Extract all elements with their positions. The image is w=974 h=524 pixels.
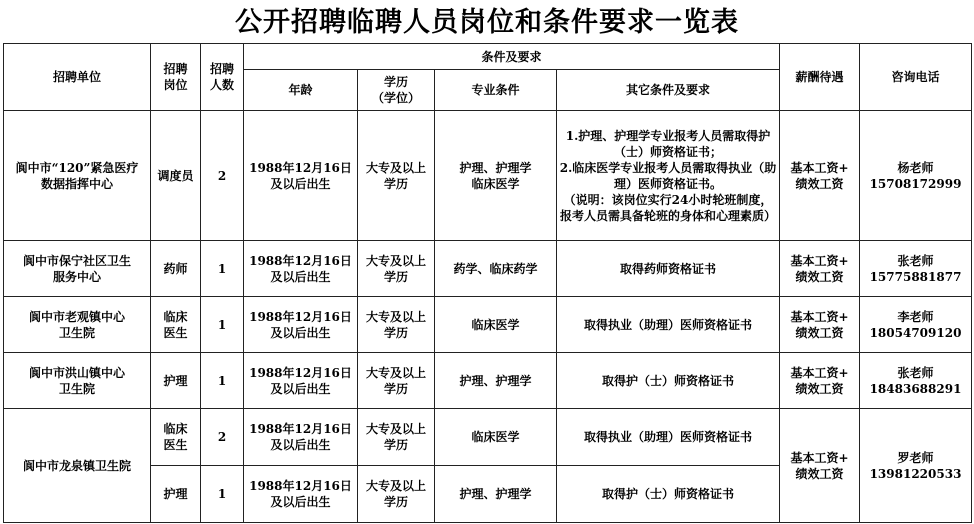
education-cell: 大专及以上 学历: [358, 409, 435, 466]
education-cell: 大专及以上 学历: [358, 466, 435, 523]
header-salary: 薪酬待遇: [780, 44, 860, 111]
post-cell: 调度员: [151, 111, 201, 241]
post-cell: 临床 医生: [151, 409, 201, 466]
major-cell: 药学、临床药学: [435, 241, 557, 297]
phone-cell: 张老师 18483688291: [860, 353, 972, 409]
post-cell: 护理: [151, 353, 201, 409]
age-cell: 1988年12月16日 及以后出生: [244, 353, 358, 409]
recruitment-table: [3, 43, 972, 523]
education-cell: 大专及以上 学历: [358, 297, 435, 353]
other-cell: 1.护理、护理学专业报考人员需取得护（士）师资格证书； 2.临床医学专业报考人员需取得执业（助理）医师资格证书。 （说明：该岗位实行24小时轮班制度，报考人员需具备轮班的身体和心理素质）: [557, 111, 780, 241]
education-cell: 大专及以上 学历: [358, 241, 435, 297]
salary-cell: 基本工资+ 绩效工资: [780, 297, 860, 353]
count-cell: 1: [201, 241, 244, 297]
header-unit: 招聘单位: [4, 44, 151, 111]
major-cell: 临床医学: [435, 409, 557, 466]
age-cell: 1988年12月16日 及以后出生: [244, 466, 358, 523]
header-phone: 咨询电话: [860, 44, 972, 111]
header-count: 招聘 人数: [201, 44, 244, 111]
post-cell: 护理: [151, 466, 201, 523]
unit-cell: 阆中市“120”紧急医疗 数据指挥中心: [4, 111, 151, 241]
salary-cell: 基本工资+ 绩效工资: [780, 241, 860, 297]
header-education: 学历 （学位）: [358, 70, 435, 111]
major-cell: 临床医学: [435, 297, 557, 353]
table-row: [4, 409, 972, 466]
salary-cell: 基本工资+ 绩效工资: [780, 111, 860, 241]
count-cell: 2: [201, 409, 244, 466]
other-cell: 取得执业（助理）医师资格证书: [557, 297, 780, 353]
table-row: [4, 353, 972, 409]
header-other: 其它条件及要求: [557, 70, 780, 111]
unit-cell: 阆中市洪山镇中心 卫生院: [4, 353, 151, 409]
other-cell: 取得执业（助理）医师资格证书: [557, 409, 780, 466]
count-cell: 1: [201, 466, 244, 523]
header-conditions: 条件及要求: [244, 44, 780, 70]
education-cell: 大专及以上 学历: [358, 353, 435, 409]
count-cell: 2: [201, 111, 244, 241]
salary-cell: 基本工资+ 绩效工资: [780, 353, 860, 409]
phone-cell: 张老师 15775881877: [860, 241, 972, 297]
other-cell: 取得护（士）师资格证书: [557, 466, 780, 523]
count-cell: 1: [201, 353, 244, 409]
major-cell: 护理、护理学: [435, 353, 557, 409]
header-major: 专业条件: [435, 70, 557, 111]
post-cell: 临床 医生: [151, 297, 201, 353]
header-post: 招聘 岗位: [151, 44, 201, 111]
major-cell: 护理、护理学 临床医学: [435, 111, 557, 241]
table-row: [4, 297, 972, 353]
age-cell: 1988年12月16日 及以后出生: [244, 111, 358, 241]
age-cell: 1988年12月16日 及以后出生: [244, 409, 358, 466]
major-cell: 护理、护理学: [435, 466, 557, 523]
phone-cell: 罗老师 13981220533: [860, 409, 972, 523]
phone-cell: 杨老师 15708172999: [860, 111, 972, 241]
table-row: [4, 241, 972, 297]
unit-cell: 阆中市龙泉镇卫生院: [4, 409, 151, 523]
other-cell: 取得护（士）师资格证书: [557, 353, 780, 409]
unit-cell: 阆中市保宁社区卫生 服务中心: [4, 241, 151, 297]
other-cell: 取得药师资格证书: [557, 241, 780, 297]
header-row-1: [4, 44, 972, 70]
table-row: [4, 111, 972, 241]
unit-cell: 阆中市老观镇中心 卫生院: [4, 297, 151, 353]
age-cell: 1988年12月16日 及以后出生: [244, 297, 358, 353]
phone-cell: 李老师 18054709120: [860, 297, 972, 353]
post-cell: 药师: [151, 241, 201, 297]
header-age: 年龄: [244, 70, 358, 111]
salary-cell: 基本工资+ 绩效工资: [780, 409, 860, 523]
page-title: 公开招聘临聘人员岗位和条件要求一览表: [235, 7, 739, 38]
age-cell: 1988年12月16日 及以后出生: [244, 241, 358, 297]
education-cell: 大专及以上 学历: [358, 111, 435, 241]
count-cell: 1: [201, 297, 244, 353]
